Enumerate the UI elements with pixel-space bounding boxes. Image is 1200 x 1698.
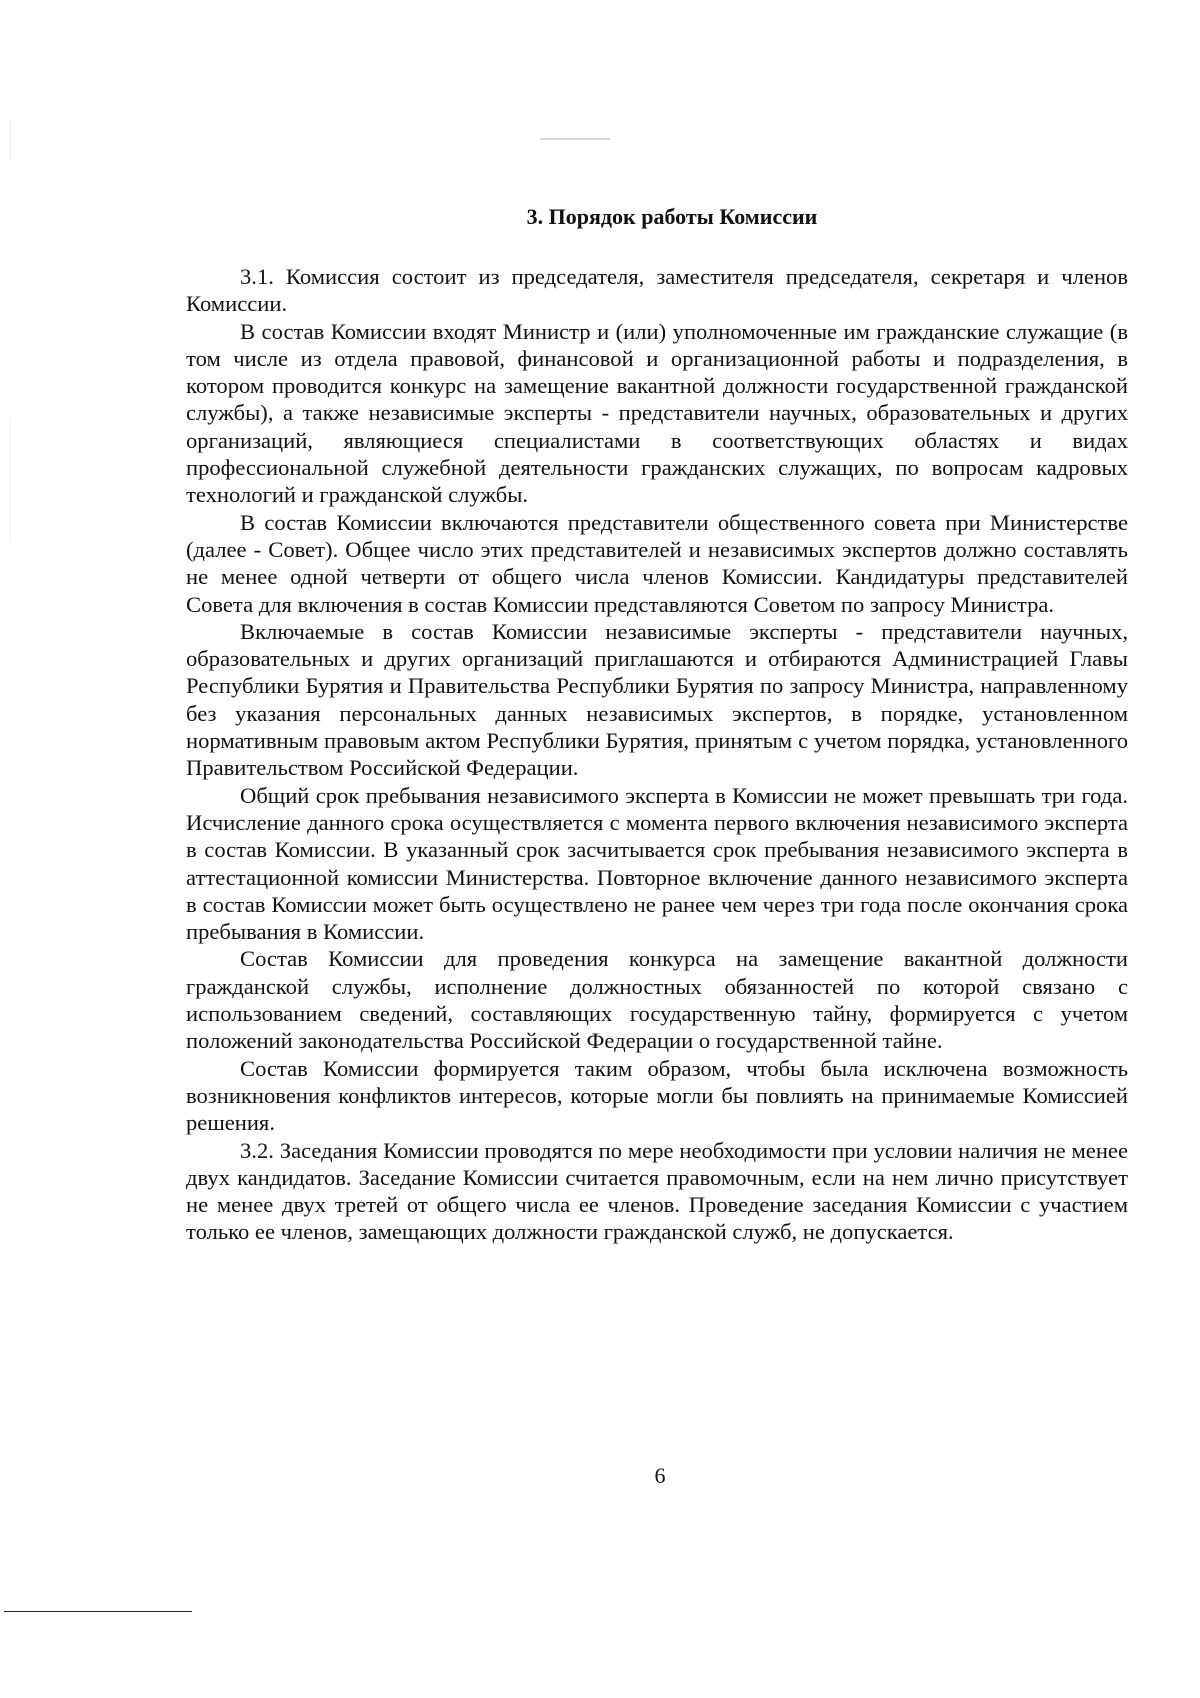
scan-artifact [10, 420, 11, 540]
scan-artifact [10, 120, 11, 160]
paragraph: Состав Комиссии формируется таким образом, чтобы была исключена возможность возникновения конфликтов интересов, которые могли бы повлиять на принимаемые Комиссией решения. [186, 1055, 1128, 1136]
paragraph: 3.1. Комиссия состоит из председателя, заместителя председателя, секретаря и членов Комиссии. [186, 264, 1128, 317]
paragraph: 3.2. Заседания Комиссии проводятся по мере необходимости при условии наличия не менее двух кандидатов. Заседание Комиссии считается правомочным, если на нем лично присутствует не менее двух третей от общего числа ее членов. Проведение заседания Комиссии с участием только ее членов, замещающих должности гражданской служб, не допускается. [186, 1137, 1128, 1245]
document-body [186, 263, 1128, 1246]
scan-artifact [540, 138, 610, 140]
paragraph: Включаемые в состав Комиссии независимые эксперты - представители научных, образовательных и других организаций приглашаются и отбираются Администрацией Главы Республики Бурятия и Правительства Республики Бурятия по запросу Министра, направленному без указания персональных данных независимых экспертов, в порядке, установленном нормативным правовым актом Республики Бурятия, принятым с учетом порядка, установленного Правительством Российской Федерации. [186, 618, 1128, 781]
paragraph: Общий срок пребывания независимого эксперта в Комиссии не может превышать три года. Исчисление данного срока осуществляется с момента первого включения независимого эксперта в состав Комиссии. В указанный срок засчитывается срок пребывания независимого эксперта в аттестационной комиссии Министерства. Повторное включение данного независимого эксперта в состав Комиссии может быть осуществлено не ранее чем через три года после окончания срока пребывания в Комиссии. [186, 782, 1128, 945]
paragraph: В состав Комиссии включаются представители общественного совета при Министерстве (далее - Совет). Общее число этих представителей и независимых экспертов должно составлять не менее одной четверти от общего числа членов Комиссии. Кандидатуры представителей Совета для включения в состав Комиссии представляются Советом по запросу Министра. [186, 509, 1128, 617]
page-number: 6 [654, 1463, 666, 1488]
section-title: 3. Порядок работы Комиссии [526, 204, 818, 229]
paragraph: Состав Комиссии для проведения конкурса на замещение вакантной должности гражданской службы, исполнение должностных обязанностей по которой связано с использованием сведений, составляющих государственную тайну, формируется с учетом положений законодательства Российской Федерации о государственной тайне. [186, 946, 1128, 1054]
footnote-rule [4, 1611, 192, 1612]
paragraph: В состав Комиссии входят Министр и (или) уполномоченные им гражданские служащие (в том числе из отдела правовой, финансовой и организационной работы и подразделения, в котором проводится конкурс на замещение вакантной должности государственной гражданской службы), а также независимые эксперты - представители научных, образовательных и других организаций, являющиеся специалистами в соответствующих областях и видах профессиональной служебной деятельности гражданских служащих, по вопросам кадровых технологий и гражданской службы. [186, 318, 1128, 508]
